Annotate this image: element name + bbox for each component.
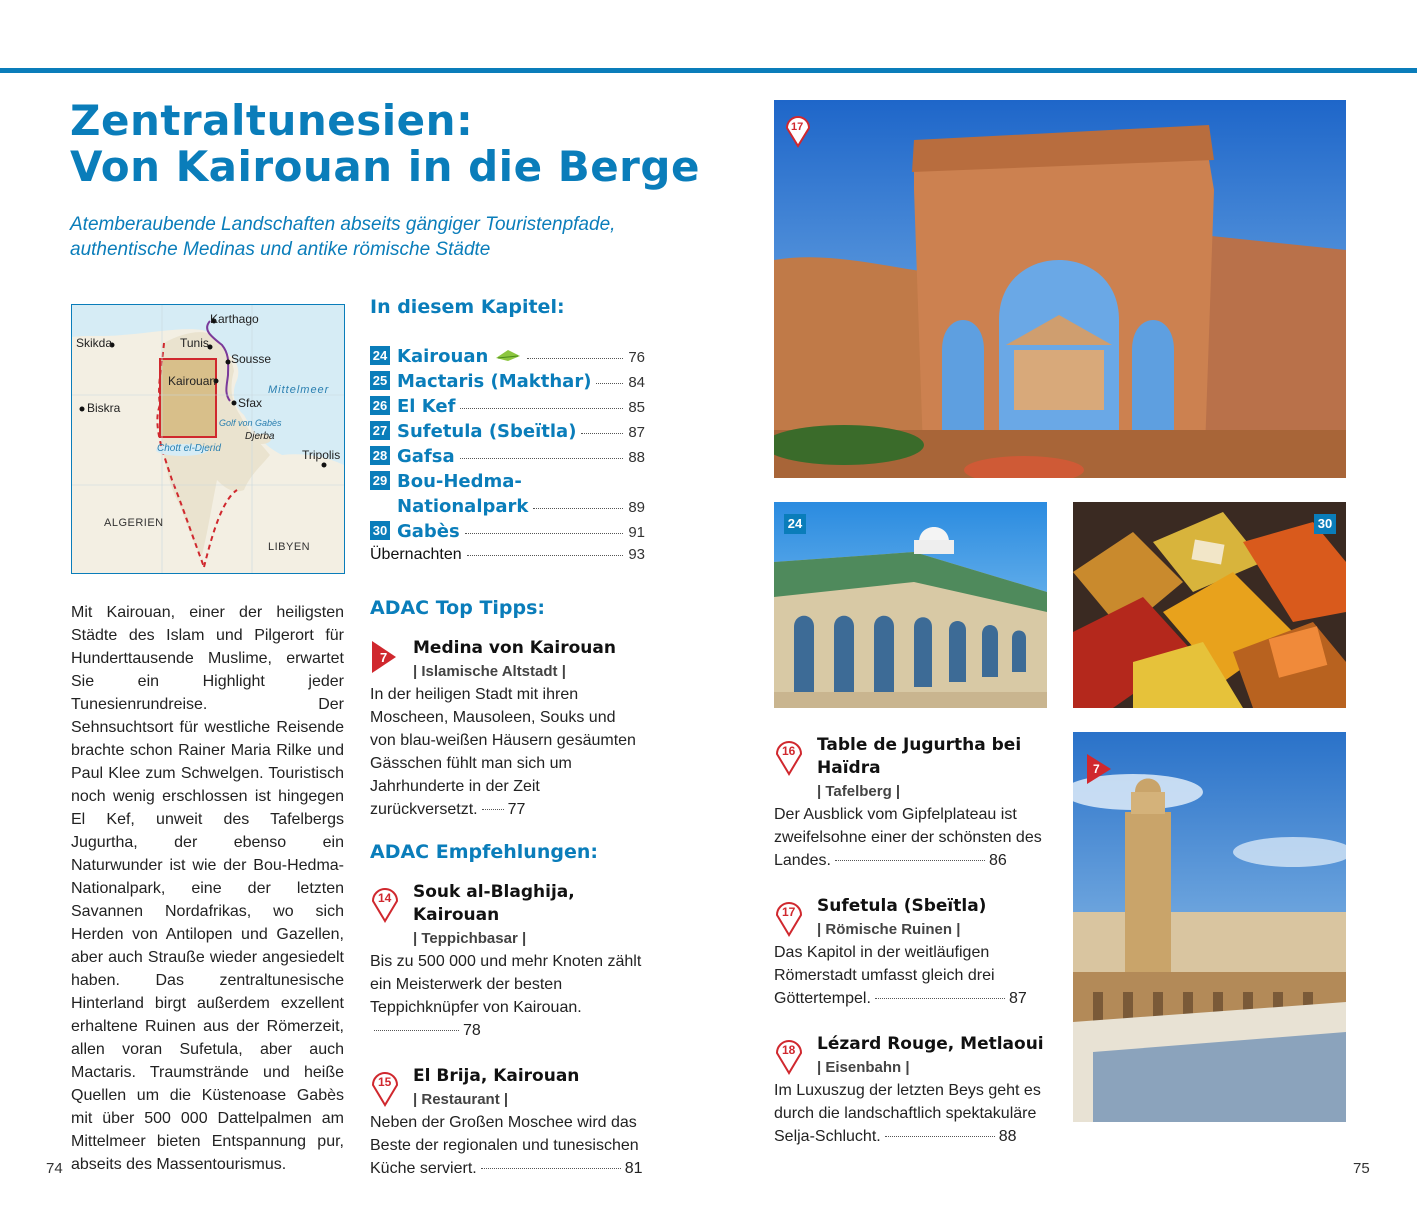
chapter-heading: In diesem Kapitel:: [370, 296, 565, 318]
toc-label: Kairouan: [397, 346, 489, 367]
toc-item[interactable]: [370, 521, 645, 546]
tip-subtitle: | Restaurant |: [413, 1091, 509, 1108]
tip-page: 88: [998, 1128, 1017, 1145]
top-tip-marker-icon: [370, 639, 400, 679]
toc-page: 87: [628, 424, 645, 441]
recommendation-item: [774, 895, 1046, 1010]
toc-page: 91: [628, 524, 645, 541]
tip-subtitle: | Eisenbahn |: [817, 1059, 910, 1076]
toc-item[interactable]: [370, 471, 645, 496]
tip-body: Neben der Großen Moschee wird das Beste der regionalen und tunesischen Küche serviert.: [370, 1114, 639, 1177]
toc-label: Mactaris (Makthar): [397, 371, 592, 392]
toc-page: 88: [628, 449, 645, 466]
recommendation-item: [370, 1065, 645, 1180]
pin-number: 18: [782, 1043, 796, 1057]
toc-label: Bou-Hedma-: [397, 471, 522, 492]
toc-number: 29: [370, 471, 390, 490]
toc-leader: [460, 458, 624, 459]
tip-subtitle: | Teppichbasar |: [413, 930, 527, 947]
toc-item[interactable]: [370, 396, 645, 421]
tip-text: [370, 683, 645, 821]
toc-label: Sufetula (Sbeïtla): [397, 421, 577, 442]
tip-page: 78: [463, 1022, 481, 1039]
tip-page: 87: [1008, 990, 1027, 1007]
toc-leader: [465, 533, 624, 534]
map-label-golf: Golf von Gabès: [219, 418, 282, 428]
toc-item-overnight[interactable]: [370, 546, 645, 571]
toc-number: 28: [370, 446, 390, 465]
toc-label: Gabès: [397, 521, 460, 542]
top-tips-heading: ADAC Top Tipps:: [370, 597, 546, 619]
tip-page: 81: [624, 1160, 643, 1177]
page-number-right: 75: [1353, 1160, 1370, 1177]
page-number-left: 74: [46, 1160, 63, 1177]
tip-page: 86: [988, 852, 1007, 869]
recommendation-item: [774, 734, 1046, 872]
photo-spices: [1073, 502, 1346, 708]
tip-text: [774, 941, 1046, 1010]
toc-page: 76: [628, 349, 645, 366]
minaret-image: [1073, 732, 1346, 1122]
tip-title: El Brija, Kairouan: [413, 1066, 580, 1086]
toc-label: Nationalpark: [397, 496, 529, 517]
map-label-tunis: Tunis: [180, 336, 209, 350]
map-label-kairouan: Kairouan: [168, 374, 217, 388]
top-tip-item: [370, 637, 645, 821]
photo-pin-icon: [784, 112, 812, 148]
tip-subtitle: | Islamische Altstadt |: [413, 663, 566, 680]
tip-title: Lézard Rouge, Metlaoui: [817, 1034, 1044, 1054]
tip-text: [370, 1111, 645, 1180]
toc-label: El Kef: [397, 396, 456, 417]
toc-number: 26: [370, 396, 390, 415]
tip-body: In der heiligen Stadt mit ihren Moscheen, Mausoleen, Souks und von blau-weißen Häusern gesäumten Gässchen fühlt man sich um Jahrhunderte in der Zeit zurückversetzt.: [370, 686, 636, 818]
map-label-djerba: Djerba: [245, 431, 275, 442]
pin-number: 15: [378, 1075, 392, 1089]
map-label-libyen: LIBYEN: [268, 541, 311, 553]
map-label-biskra: Biskra: [87, 401, 121, 415]
tip-body: Der Ausblick vom Gipfelplateau ist zweifelsohne einer der schönsten des Landes.: [774, 806, 1042, 869]
toc-item[interactable]: [370, 371, 645, 396]
toc-leader: [467, 555, 624, 556]
toc-number: 24: [370, 346, 390, 365]
spices-image: [1073, 502, 1346, 708]
map-label-tripolis: Tripolis: [302, 448, 341, 462]
map-label-sfax: Sfax: [238, 396, 263, 410]
chapter-contents-column: [370, 296, 645, 1180]
ruins-image: [774, 100, 1346, 478]
intro-text: Mit Kairouan, einer der heiligsten Städte des Islam und Pilgerort für Hunderttausende Muslime, erwartet Sie ein Highlight jeder Tunesienrundreise. Der Sehnsuchtsort für westliche Reisende brachte schon Rainer Maria Rilke und Paul Klee zum Schwelgen. Touristisch noch wenig erschlossen ist hingegen El Kef, unweit des Tafelbergs Jugurtha, der ebenso ein Naturwunder ist wie der Bou-Hedma-Nationalpark, eine der letzten Savannen Nordafrikas, wo sich Herden von Antilopen und Gazellen, aber auch Strauße wieder angesiedelt haben. Das zentraltunesische Hinterland birgt außerdem exzellent erhaltene Ruinen aus der Römerzeit, allen voran Sufetula, aber auch Mactaris. Traumstrände und heiße Quellen um die Küstenoase Gabès mit über 500 000 Dattelpalmen am Mittelmeer bieten Entspannung pur, abseits des Massentourismus.: [71, 604, 344, 1173]
photo-minaret: [1073, 732, 1346, 1122]
map-pin-icon: [370, 883, 400, 923]
title-line-2: Von Kairouan in die Berge: [70, 142, 700, 191]
toc-item-continued[interactable]: [370, 496, 645, 521]
pin-number: 17: [782, 905, 796, 919]
toc-leader: [533, 508, 623, 509]
overview-map: [71, 304, 345, 574]
map-label-chott: Chott el-Djerid: [157, 443, 221, 454]
tip-text: [370, 950, 645, 1042]
tip-title: Table de Jugurtha bei Haïdra: [817, 735, 1022, 778]
tip-body: Das Kapitol in der weitläufigen Römerstadt umfasst gleich drei Göttertempel.: [774, 944, 995, 1007]
tip-subtitle: | Tafelberg |: [817, 783, 901, 800]
toc-leader: [596, 383, 623, 384]
map-pin-icon: [774, 897, 804, 937]
toc-page: 85: [628, 399, 645, 416]
toc-number: 30: [370, 521, 390, 540]
leaf-icon: [494, 348, 522, 362]
photo-number-badge: 30: [1314, 514, 1336, 534]
pin-number: 16: [782, 744, 796, 758]
map-label-skikda: Skikda: [76, 336, 113, 350]
map-pin-icon: [370, 1067, 400, 1107]
tip-text: [774, 803, 1046, 872]
toc-leader: [581, 433, 623, 434]
tip-page: 77: [507, 801, 526, 818]
map-pin-icon: [774, 736, 804, 776]
tip-title: Medina von Kairouan: [413, 638, 616, 658]
chapter-toc: [370, 346, 645, 571]
mosque-image: [774, 502, 1047, 708]
toc-leader: [527, 358, 623, 359]
map-label-mittelmeer: Mittelmeer: [268, 384, 330, 396]
tip-text: [774, 1079, 1046, 1148]
photo-kairouan-mosque: [774, 502, 1047, 708]
recommendation-item: [774, 1033, 1046, 1148]
tip-body: Bis zu 500 000 und mehr Knoten zählt ein Meisterwerk der besten Teppichknüpfer von Kairouan.: [370, 953, 642, 1016]
map-label-algerien: ALGERIEN: [104, 517, 164, 529]
toc-label: Übernachten: [370, 546, 462, 563]
toc-item[interactable]: [370, 346, 645, 371]
tip-title: Sufetula (Sbeïtla): [817, 896, 987, 916]
toc-page: 93: [628, 546, 645, 563]
top-rule: [0, 68, 1417, 73]
title-line-1: Zentraltunesien:: [70, 96, 474, 145]
map-label-sousse: Sousse: [231, 352, 272, 366]
toc-number: 25: [370, 371, 390, 390]
toc-number: 27: [370, 421, 390, 440]
pin-number: 17: [791, 121, 804, 133]
chapter-subtitle: Atemberaubende Landschaften abseits gängiger Touristenpfade, authentische Medinas und antike römische Städte: [70, 214, 616, 260]
toc-leader: [460, 408, 623, 409]
map-label-karthago: Karthago: [210, 312, 259, 326]
toc-item[interactable]: [370, 421, 645, 446]
recommendations-heading: ADAC Empfehlungen:: [370, 841, 598, 863]
toc-item[interactable]: [370, 446, 645, 471]
tip-subtitle: | Römische Ruinen |: [817, 921, 961, 938]
photo-sufetula-ruins: [774, 100, 1346, 478]
recommendations-column-right: [774, 734, 1046, 1148]
pin-number: 14: [378, 891, 392, 905]
chapter-title: [70, 98, 710, 190]
toc-page: 89: [628, 499, 645, 516]
tip-title: Souk al-Blaghija, Kairouan: [413, 882, 575, 925]
photo-number-badge: 24: [784, 514, 806, 534]
toc-label: Gafsa: [397, 446, 455, 467]
top-tip-marker-icon: [1085, 752, 1115, 786]
recommendation-item: [370, 881, 645, 1042]
toc-page: 84: [628, 374, 645, 391]
map-pin-icon: [774, 1035, 804, 1075]
marker-number: 7: [380, 650, 388, 665]
tip-body: Im Luxuszug der letzten Beys geht es durch die landschaftlich spektakuläre Selja-Schlucht.: [774, 1082, 1041, 1145]
marker-number: 7: [1093, 762, 1100, 776]
